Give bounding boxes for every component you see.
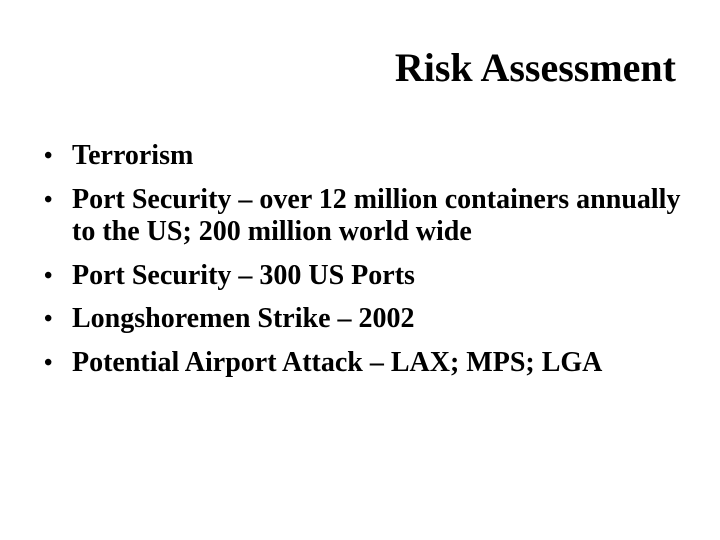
bullet-dot-icon: • bbox=[44, 349, 53, 376]
bullet-item bbox=[44, 184, 694, 249]
bullet-dot-icon: • bbox=[44, 262, 53, 289]
bullet-dot-icon: • bbox=[44, 306, 53, 332]
bullet-item bbox=[44, 303, 694, 336]
bullet-text: Longshoremen Strike – 2002 bbox=[72, 303, 415, 334]
bullet-item bbox=[44, 260, 694, 293]
bullet-list bbox=[44, 140, 694, 390]
bullet-item bbox=[44, 347, 694, 380]
bullet-text: Terrorism bbox=[72, 140, 194, 171]
bullet-dot-icon: • bbox=[44, 186, 53, 213]
slide-title: Risk Assessment bbox=[394, 45, 676, 90]
bullet-text: Port Security – 300 US Ports bbox=[72, 259, 415, 291]
bullet-text: Port Security – over 12 million containers annually to the US; 200 million world wide bbox=[72, 183, 681, 247]
bullet-dot-icon: • bbox=[44, 143, 53, 169]
bullet-item bbox=[44, 140, 694, 173]
bullet-text: Potential Airport Attack – LAX; MPS; LGA bbox=[72, 346, 603, 378]
